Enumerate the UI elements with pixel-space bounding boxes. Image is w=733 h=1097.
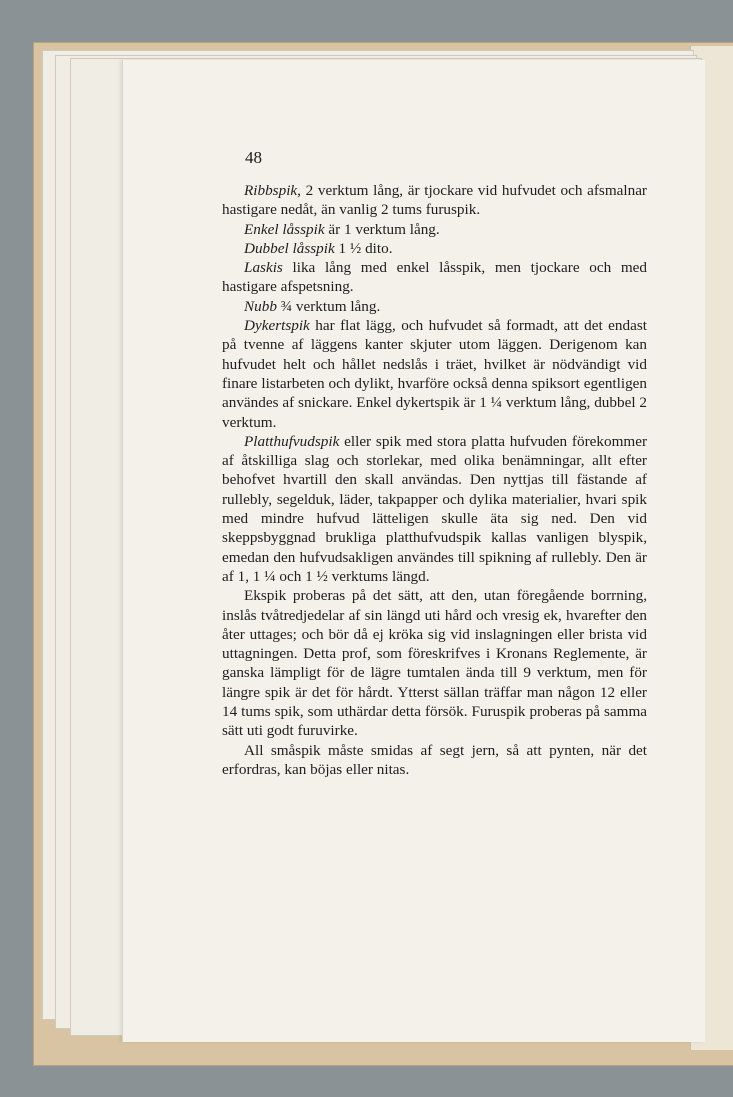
paragraph-text: har flat lägg, och hufvudet så formadt, att det endast på tvenne af läggens kanter skjuter utom läggen. Derigenom kan hufvudet helt och hållet nedslås i träet, hvilket är nödvändigt vid finare listarbeten och dylikt, hvarföre också denna spiksort egentligen användes af snickare. Enkel dykertspik är 1 ¼ verktum lång, dubbel 2 verktum. — [222, 317, 647, 431]
paragraph — [222, 239, 647, 258]
term: Ribbspik, — [244, 182, 301, 199]
paragraph — [222, 586, 647, 740]
term: Dubbel låsspik — [244, 239, 335, 257]
term: Nubb — [244, 297, 277, 315]
paragraph-text: Ekspik proberas på det sätt, att den, utan föregående borrning, inslås tvåtredjedelar af sin längd uti hård och vresig ek, hvarefter den åter uttages; och bör då ej kröka sig vid inslagningen eller brista vid uttagningen. Detta prof, som föreskrifves i Kronans Reglemente, är ganska lämpligt för de lägre tumtalen ända till 9 verktum, men för längre spik är det för hårdt. Ytterst sällan träffar man någon 12 eller 14 tums spik, som uthärdar detta försök. Furuspik proberas på samma sätt uti godt furuvirke. — [222, 587, 647, 740]
page-number: 48 — [245, 148, 262, 167]
paragraph-text: är 1 verktum lång. — [324, 220, 440, 238]
paragraph — [222, 432, 647, 586]
page-text — [222, 181, 647, 779]
paragraph-text: lika lång med enkel låsspik, men tjockare och med hastigare afspetsning. — [222, 259, 647, 296]
paragraph — [222, 316, 647, 432]
paragraph-text: 2 verktum lång, är tjockare vid hufvudet och afsmalnar hastigare nedåt, än vanlig 2 tums furuspik. — [222, 182, 647, 219]
paragraph — [222, 181, 647, 220]
paragraph — [222, 220, 647, 239]
term: Platthufvudspik — [244, 432, 340, 450]
paragraph-text: ¾ verktum lång. — [276, 297, 381, 315]
term: Dykertspik — [244, 317, 310, 335]
term: Laskis — [244, 259, 283, 277]
term: Enkel låsspik — [244, 220, 325, 238]
paragraph-text: eller spik med stora platta hufvuden förekommer af åtskilliga slag och storlekar, med olika benämningar, allt efter behofvet hvartill den skall användas. Den nyttjas till fästande af rullebly, segelduk, läder, takpapper och dylika materialier, hvari spik med mindre hufvud lätteligen skulle äta sig ned. Den vid skeppsbyggnad brukliga platthufvudspik kallas vanligen blyspik, emedan den hufvudsakligen användes till spikning af rullebly. Den är af 1, 1 ¼ och 1 ½ verktums längd. — [222, 432, 647, 585]
paragraph-text: All småspik måste smidas af segt jern, så att pynten, när det erfordras, kan böjas eller nitas. — [222, 741, 647, 778]
paragraph — [222, 297, 647, 316]
paragraph-text: 1 ½ dito. — [334, 239, 393, 257]
paragraph — [222, 258, 647, 297]
paragraph — [222, 741, 647, 780]
